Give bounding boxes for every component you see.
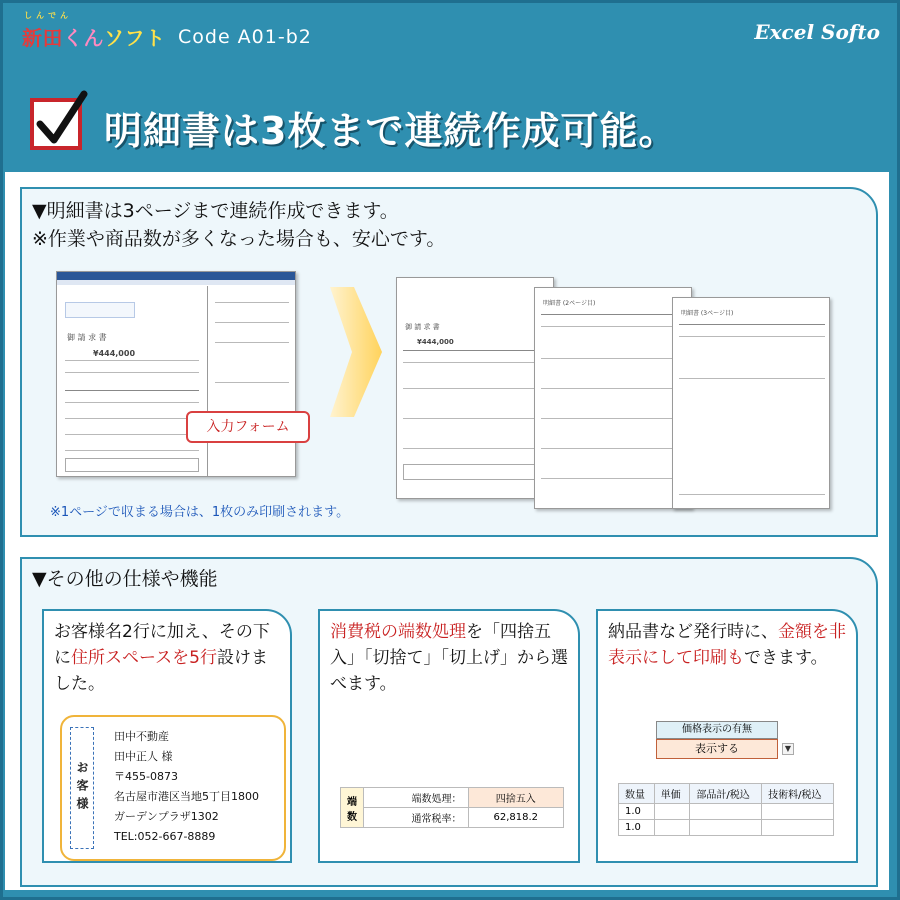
- sheet2-title: 明細書 (2ページ目): [543, 300, 596, 307]
- feature-panel-multipage: [20, 187, 878, 537]
- addr-line: 名古屋市港区当地5丁目1800: [114, 790, 259, 803]
- price-display-select[interactable]: 表示する: [656, 739, 778, 759]
- check-icon: [30, 98, 82, 150]
- feature-panel-other: [20, 557, 878, 887]
- addr-line: TEL:052-667-8889: [114, 830, 216, 843]
- col-header: 技術料/税込: [762, 784, 834, 804]
- col-header: 単価: [654, 784, 690, 804]
- card3-text-1: 納品書など発行時に、: [608, 622, 778, 642]
- address-lines: [114, 727, 259, 847]
- chevron-down-icon[interactable]: ▼: [782, 743, 794, 755]
- printed-sheet-3: [672, 297, 830, 509]
- product-code: Code A01-b2: [178, 26, 312, 48]
- address-sample: [60, 715, 286, 861]
- customer-side-label: お客様: [70, 727, 94, 849]
- logo-part-3: ソフト: [104, 26, 166, 50]
- card-hide-price: [596, 609, 858, 863]
- logo-part-1: 新田: [22, 26, 63, 50]
- qty-cell: 1.0: [619, 820, 655, 836]
- tax-rate-label: 通常税率：: [364, 808, 469, 828]
- panel1-line2: ※作業や商品数が多くなった場合も、安心です。: [32, 228, 446, 250]
- card3-text-3: できます。: [744, 648, 828, 668]
- printed-sheet-2: [534, 287, 692, 509]
- printed-sheet-1: [396, 277, 554, 499]
- sheet3-title: 明細書 (3ページ目): [681, 310, 734, 317]
- rounding-table: [340, 787, 564, 828]
- logo-part-2: くん: [63, 26, 104, 50]
- addr-line: 田中不動産: [114, 730, 169, 743]
- rounding-label: 端数処理：: [364, 788, 469, 808]
- rounding-row-head: 端数: [341, 788, 364, 828]
- sheet1-amount: ¥444,000: [417, 338, 454, 346]
- input-form-thumbnail: [56, 271, 296, 477]
- card1-text: [54, 619, 280, 697]
- single-page-note: ※1ページで収まる場合は、1枚のみ印刷されます。: [50, 505, 350, 520]
- card1-text-2: 住所スペースを5行: [71, 648, 217, 668]
- thumb-title: 御 請 求 書: [67, 333, 107, 342]
- card1-text-1: お客様名2行に加え、その下に: [54, 622, 270, 668]
- card2-text-2: を「四捨五入」「切捨て」「切上げ」から選べます。: [330, 622, 568, 694]
- panel1-line1: ▼明細書は3ページまで連続作成できます。: [32, 200, 399, 222]
- qty-cell: 1.0: [619, 804, 655, 820]
- addr-line: ガーデンプラザ1302: [114, 810, 219, 823]
- arrow-right-icon: [330, 277, 382, 427]
- col-header: 数量: [619, 784, 655, 804]
- card2-text: [330, 619, 568, 697]
- panel2-title: ▼その他の仕様や機能: [32, 568, 218, 590]
- rounding-select[interactable]: 四捨五入: [468, 788, 563, 808]
- card3-text: [608, 619, 846, 671]
- card-address: [42, 609, 292, 863]
- brand-name: Excel Softo: [754, 20, 880, 44]
- col-header: 部品計/税込: [690, 784, 762, 804]
- addr-line: 〒455-0873: [114, 770, 178, 783]
- tax-rate-value: 62,818.2: [468, 808, 563, 828]
- app-logo: [22, 11, 166, 51]
- headline: 明細書は3枚まで連続作成可能。: [104, 109, 678, 153]
- card2-text-1: 消費税の端数処理: [330, 622, 466, 642]
- thumb-amount: ¥444,000: [93, 349, 136, 358]
- table-row: [619, 820, 834, 836]
- table-row: [619, 804, 834, 820]
- addr-line: 田中正人 様: [114, 750, 173, 763]
- price-display-title: 価格表示の有無: [656, 721, 778, 739]
- logo-ruby: しんでん: [24, 11, 72, 20]
- card1-text-3: 設けました。: [54, 648, 268, 694]
- card-rounding: [318, 609, 580, 863]
- card3-text-2: 金額を非表示にして印刷も: [608, 622, 846, 668]
- input-form-label: 入力フォーム: [186, 411, 310, 443]
- sheet1-title: 御 請 求 書: [405, 323, 440, 331]
- price-table: [618, 783, 834, 836]
